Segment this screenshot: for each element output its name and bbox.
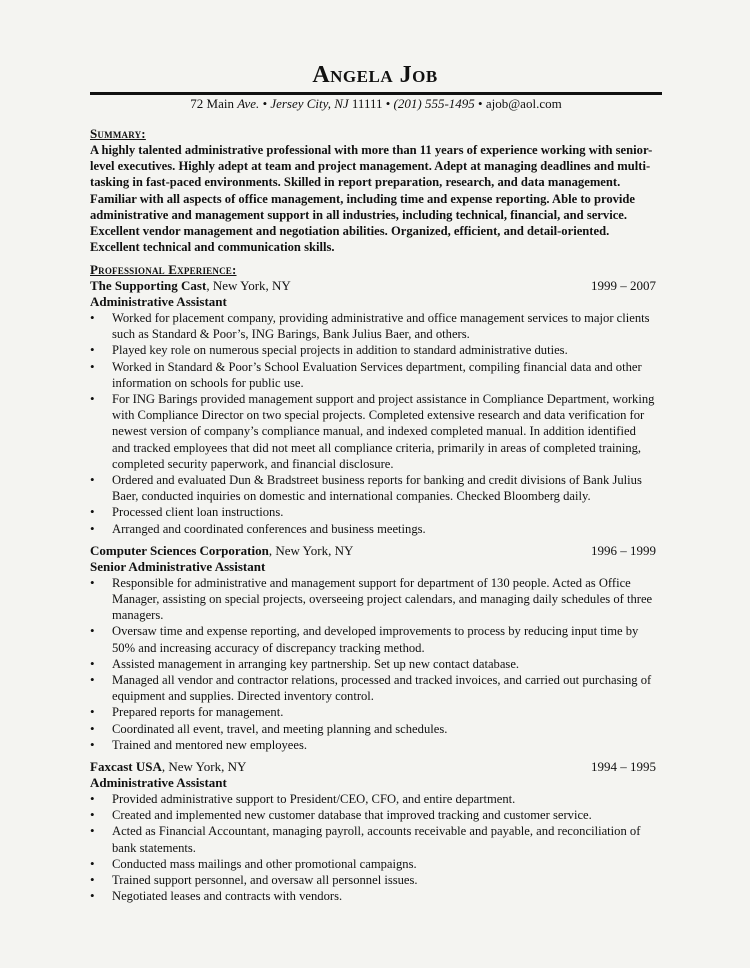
- candidate-name: Angela Job: [312, 62, 438, 88]
- duty-item: • Managed all vendor and contractor relations, processed and tracked invoices, and carried out purchasing of equipment and supplies. Directed inventory control.: [90, 672, 656, 704]
- experience-section: [90, 262, 656, 905]
- experience-heading: Professional Experience:: [90, 262, 237, 277]
- duty-item: • Acted as Financial Accountant, managing payroll, accounts receivable and payable, and reconciliation of bank statements.: [90, 823, 656, 855]
- job-entry: [90, 543, 656, 753]
- duty-item: • Played key role on numerous special projects in addition to standard administrative duties.: [90, 342, 656, 358]
- job-entry: [90, 759, 656, 904]
- job-header: [90, 278, 656, 294]
- company-location: , New York, NY: [268, 542, 354, 558]
- job-header: [90, 759, 656, 775]
- job-employer: [90, 278, 291, 294]
- duty-item: • Assisted management in arranging key partnership. Set up new contact database.: [90, 656, 656, 672]
- job-duties-list: [90, 791, 656, 904]
- job-position: Administrative Assistant: [90, 294, 227, 309]
- duty-item: • Coordinated all event, travel, and meeting planning and schedules.: [90, 721, 656, 737]
- job-duties-list: [90, 575, 656, 753]
- duty-item: • Arranged and coordinated conferences and business meetings.: [90, 521, 656, 537]
- job-dates: 1994 – 1995: [591, 759, 656, 775]
- job-dates: 1996 – 1999: [591, 542, 656, 558]
- contact-line: [90, 96, 662, 112]
- duty-item: • Trained and mentored new employees.: [90, 737, 656, 753]
- job-entry: [90, 278, 656, 537]
- duty-item: • Worked in Standard & Poor’s School Evaluation Services department, compiling financial data and other information on schools for public use.: [90, 359, 656, 391]
- job-dates: 1999 – 2007: [591, 278, 656, 293]
- duty-item: • Processed client loan instructions.: [90, 504, 656, 520]
- summary-text: A highly talented administrative professional with more than 11 years of experience working with senior-level executives. Highly adept at team and project management. Adept at managing deadlines and multi-tasking in fast-paced environments. Skilled in report preparation, research, and data management. Familiar with all aspects of office management, including time and expense reporting. Able to provide administrative and management support in all industries, including technical, financial, and service. Excellent vendor management and negotiation abilities. Organized, efficient, and detail-oriented. Excellent technical and communication skills.: [90, 143, 653, 255]
- duty-item: • Conducted mass mailings and other promotional campaigns.: [90, 856, 656, 872]
- duty-item: • Oversaw time and expense reporting, and developed improvements to process by reducing input time by 50% and increasing accuracy of discrepancy tracking method.: [90, 623, 656, 655]
- job-list: [90, 278, 656, 905]
- duty-item: • Ordered and evaluated Dun & Bradstreet business reports for banking and credit divisions of Bank Julius Baer, conducted inquiries on domestic and international companies. Checked Bloomberg daily.: [90, 472, 656, 504]
- address-street: 72 Main: [190, 96, 234, 111]
- address-zip: 11111 •: [351, 96, 391, 111]
- duty-item: • For ING Barings provided management support and project assistance in Compliance Department, working with Compliance Director on two special projects. Completed extensive research and data verification for newest version of company’s compliance manual, and indexed completed manual. In addition identified and tracked employees that did not meet all compliance criteria, primarily in areas of completed training, completed security paperwork, and financial disclosure.: [90, 391, 656, 472]
- summary-section: [90, 126, 656, 255]
- company-name: Faxcast USA: [90, 759, 162, 775]
- company-location: , New York, NY: [206, 278, 291, 293]
- address-city: Ave. • Jersey City, NJ: [237, 96, 349, 111]
- job-header: [90, 543, 656, 559]
- job-employer: [90, 759, 246, 775]
- duty-item: • Responsible for administrative and management support for department of 130 people. Acted as Office Manager, assisting on special projects, overseeing project calendars, and managing daily schedules of three managers.: [90, 575, 656, 624]
- duty-item: • Created and implemented new customer database that improved tracking and customer service.: [90, 807, 656, 823]
- job-position: Senior Administrative Assistant: [90, 558, 266, 574]
- company-location: , New York, NY: [161, 759, 247, 775]
- job-position: Administrative Assistant: [90, 775, 227, 791]
- email-address: • ajob@aol.com: [478, 96, 562, 111]
- duty-item: • Provided administrative support to President/CEO, CFO, and entire department.: [90, 791, 656, 807]
- phone-number: (201) 555-1495: [393, 96, 475, 111]
- duty-item: • Prepared reports for management.: [90, 704, 656, 720]
- duty-item: • Negotiated leases and contracts with vendors.: [90, 888, 656, 904]
- duty-item: • Trained support personnel, and oversaw all personnel issues.: [90, 872, 656, 888]
- company-name: Computer Sciences Corporation: [90, 542, 269, 558]
- summary-heading: Summary:: [90, 126, 146, 141]
- company-name: The Supporting Cast: [90, 278, 207, 293]
- job-employer: [90, 543, 353, 559]
- job-duties-list: [90, 310, 656, 537]
- duty-item: • Worked for placement company, providing administrative and office management services to major clients such as Standard & Poor’s, ING Barings, Bank Julius Baer, and others.: [90, 310, 656, 342]
- header-rule: [90, 92, 662, 95]
